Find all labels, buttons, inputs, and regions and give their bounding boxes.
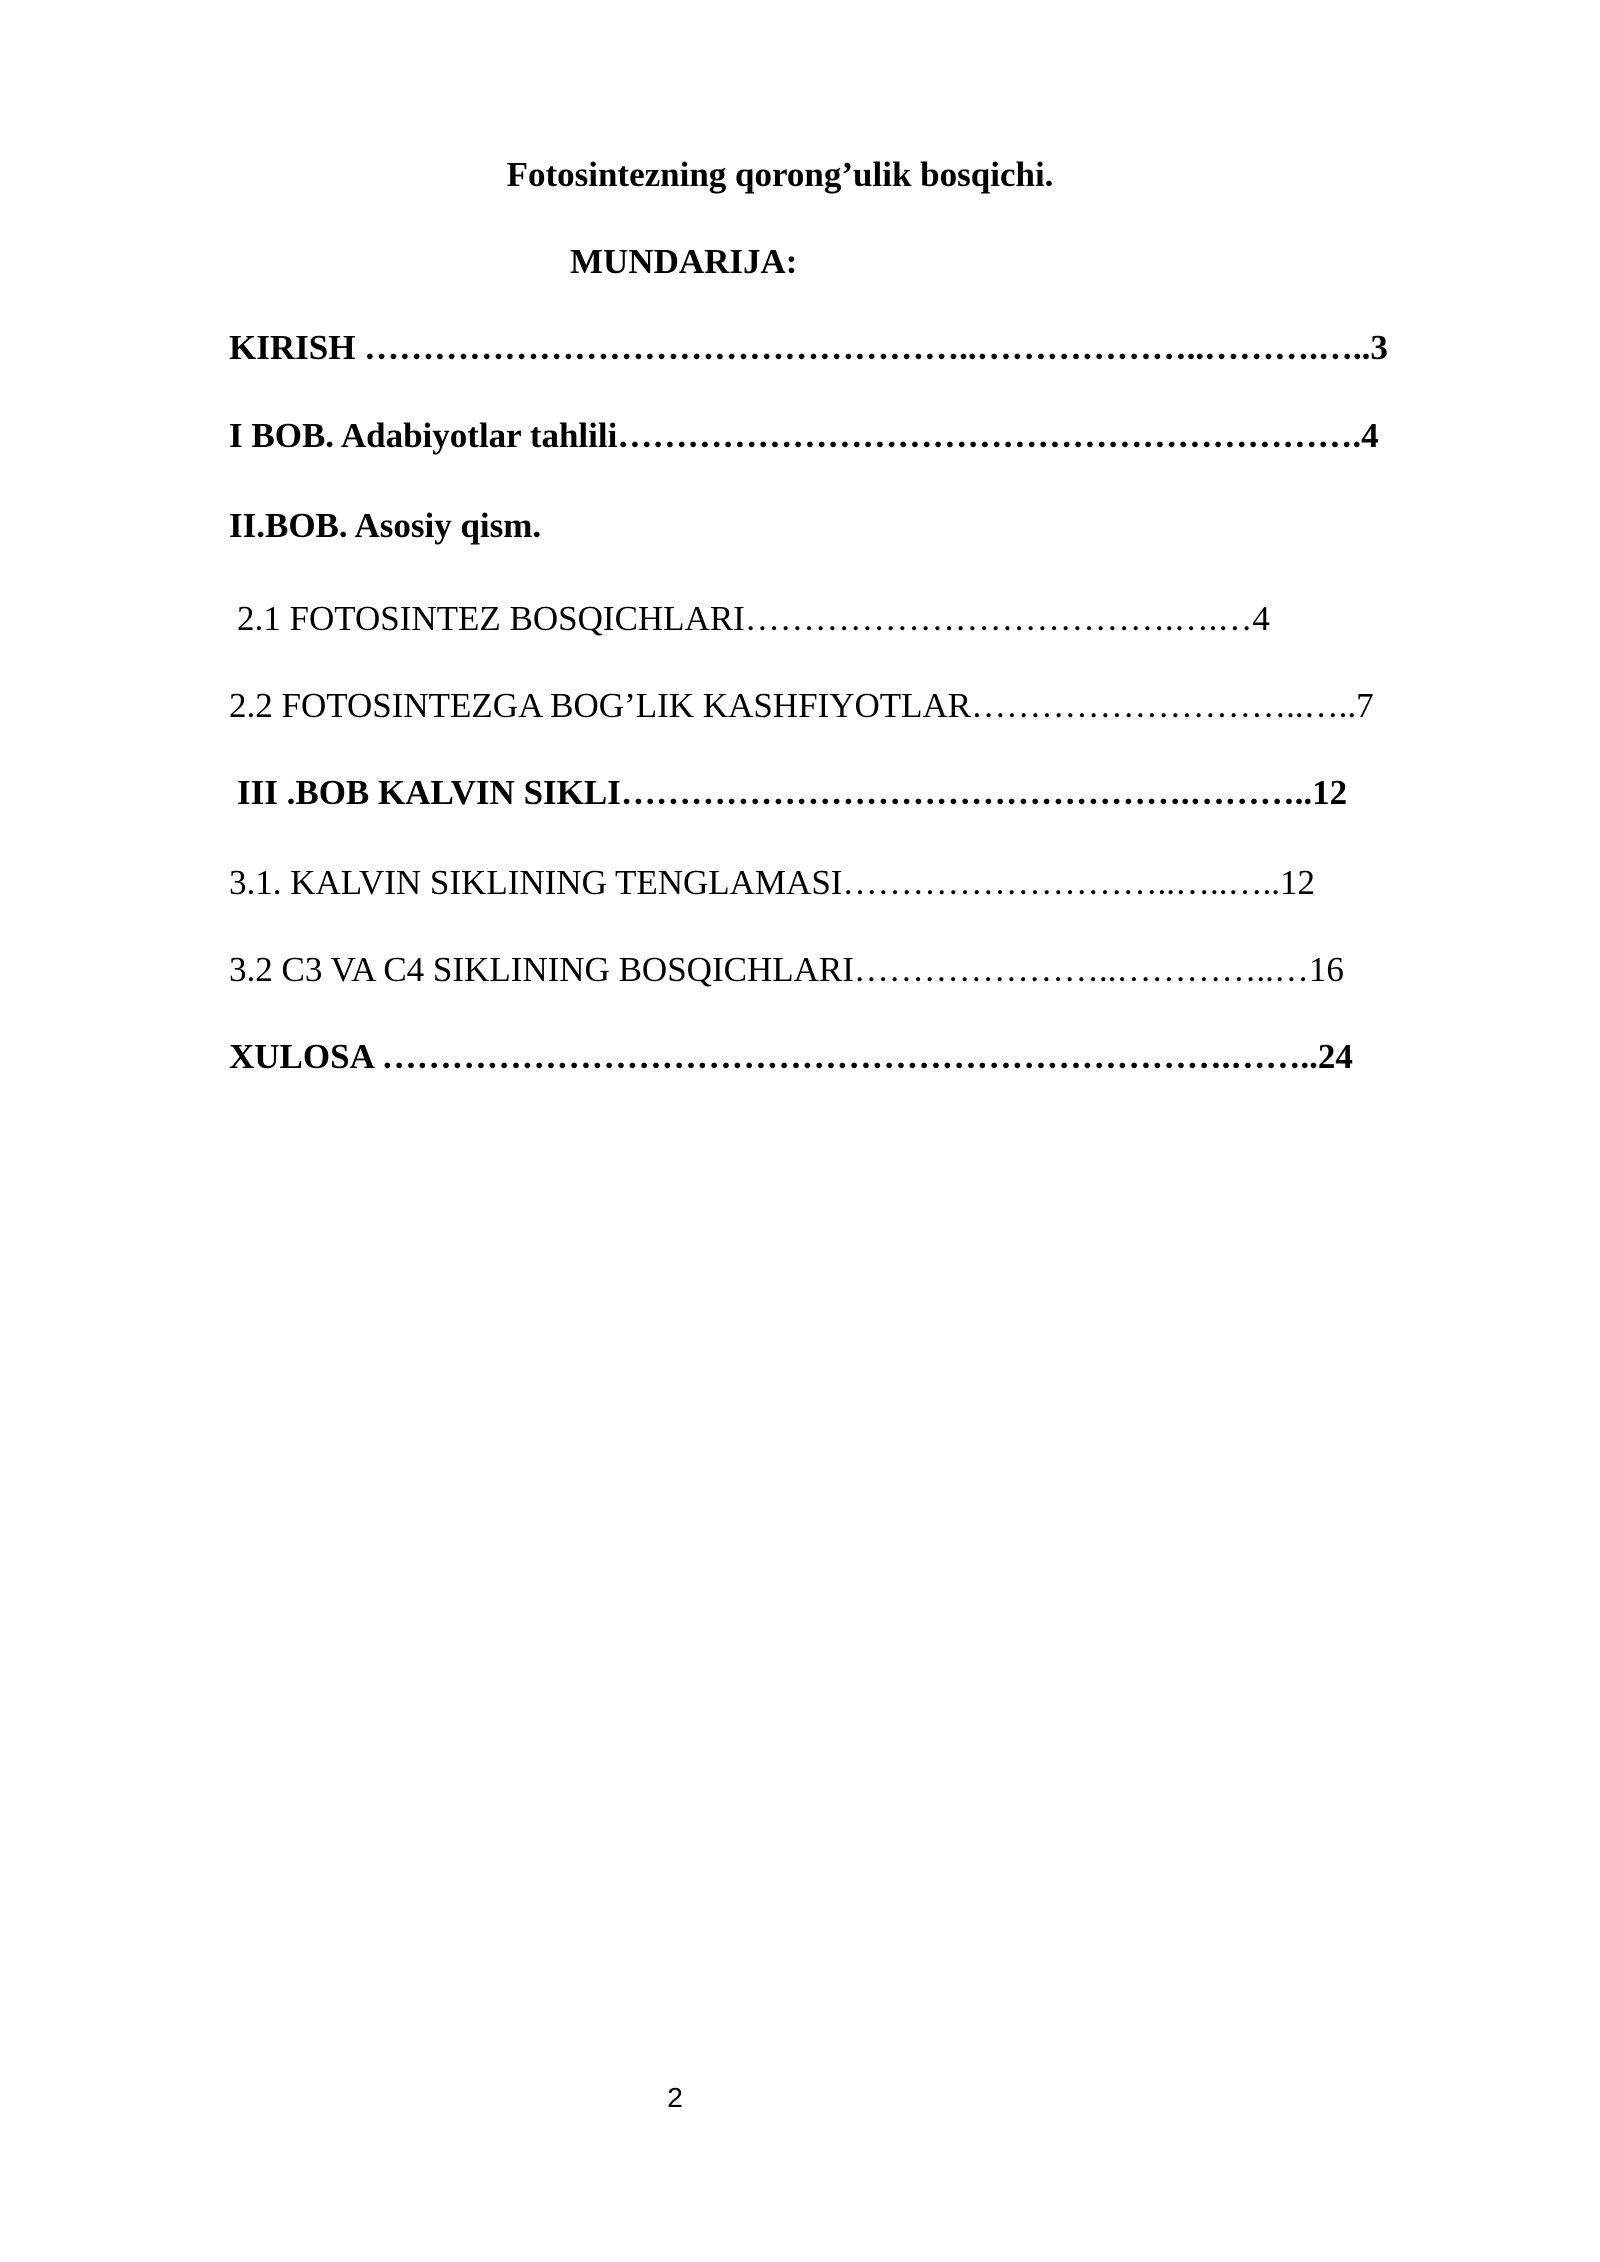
toc-line-xulosa: XULOSA ……………………………………………………………….……..24 <box>229 1037 1353 1076</box>
document-title: Fotosintezning qorong’ulik bosqichi. <box>506 155 1054 194</box>
toc-line-2-2: 2.2 FOTOSINTEZGA BOG’LIK KASHFIYOTLAR………………………..…..7 <box>229 686 1374 725</box>
toc-line-bob-3: III .BOB KALVIN SIKLI………………………………………….………..12 <box>237 773 1348 812</box>
toc-line-bob-1: I BOB. Adabiyotlar tahlili……………………………………………………….4 <box>229 416 1379 455</box>
toc-line-3-2: 3.2 C3 VA C4 SIKLINING BOSQICHLARI…………………..…………..…16 <box>229 950 1344 989</box>
toc-line-kirish: KIRISH ……………………………………………..………………..……….…..3 <box>229 328 1388 367</box>
toc-line-bob-2: II.BOB. Asosiy qism. <box>229 506 542 545</box>
toc-heading: MUNDARIJA: <box>570 242 798 281</box>
page-number: 2 <box>667 2082 683 2113</box>
toc-line-2-1: 2.1 FOTOSINTEZ BOSQICHLARI……………………………….….…4 <box>237 599 1270 638</box>
toc-line-3-1: 3.1. KALVIN SIKLINING TENGLAMASI………………………..…..…..12 <box>229 863 1315 902</box>
